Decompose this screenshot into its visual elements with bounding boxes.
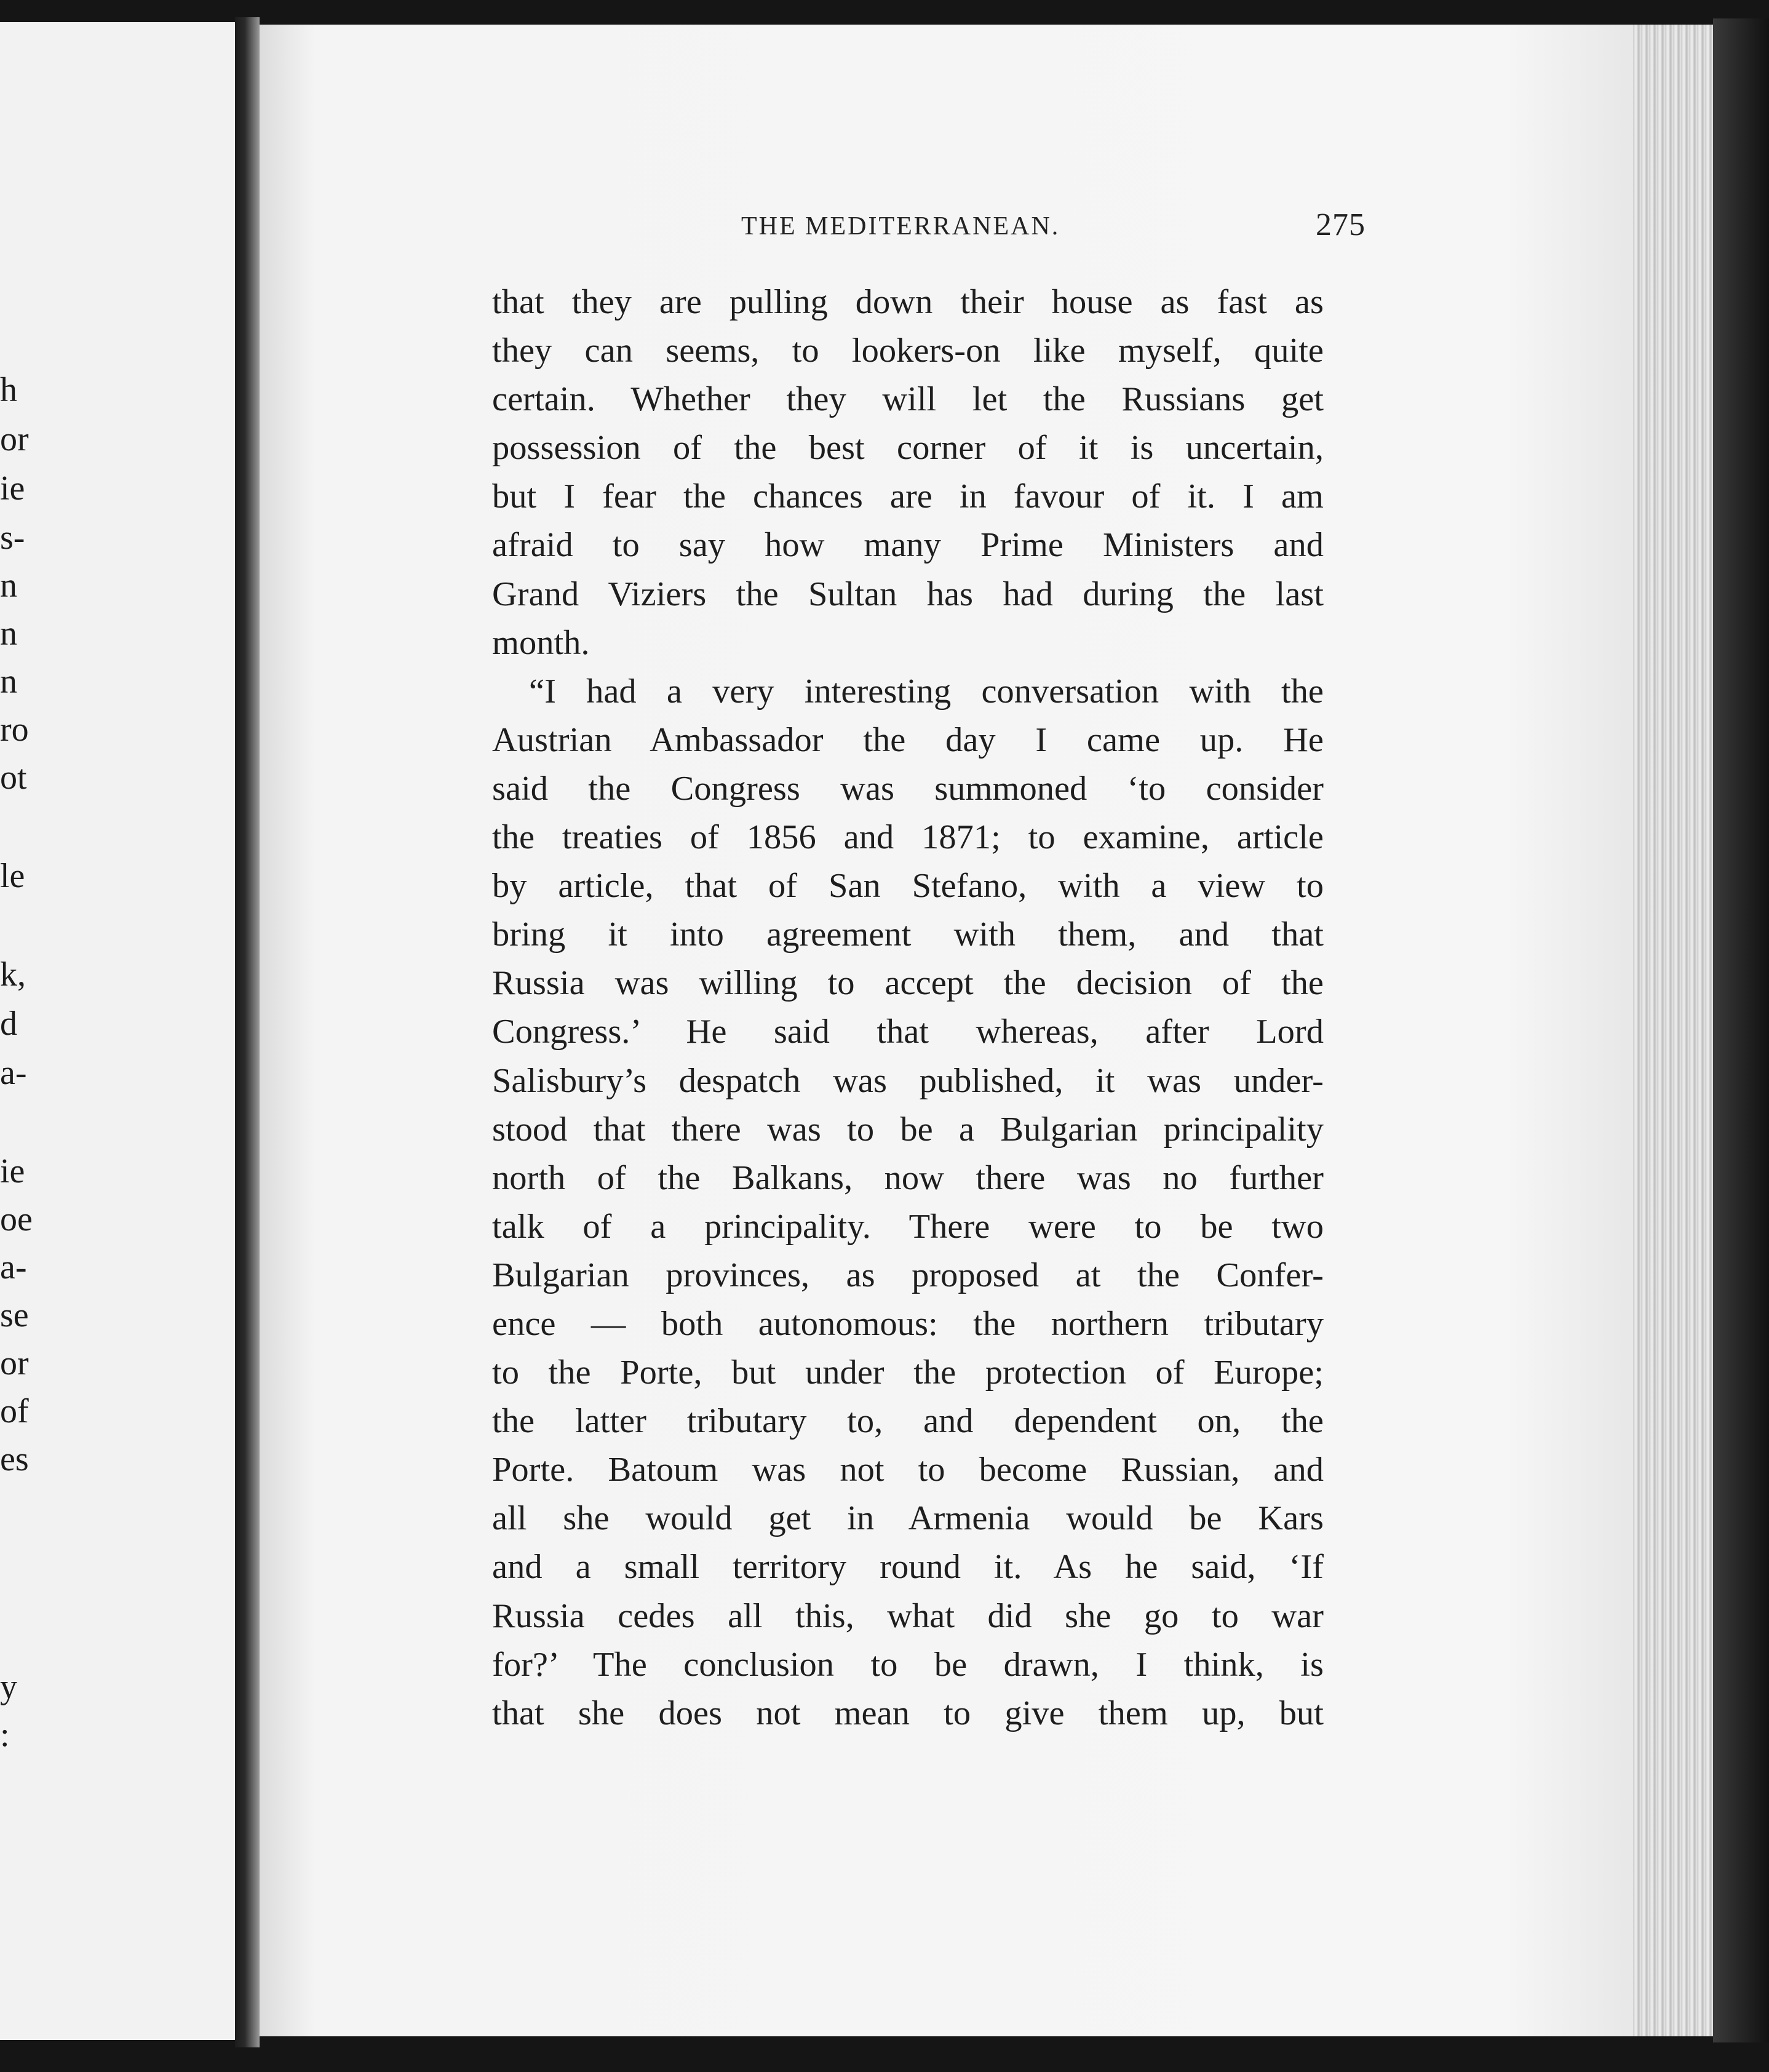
left-page-fragment: le <box>0 857 25 895</box>
left-page-fragment: s- <box>0 519 25 557</box>
text-line: Congress.’ He said that whereas, after Lord <box>492 1013 1324 1051</box>
left-page-fragment: n <box>0 567 17 605</box>
text-line: by article, that of San Stefano, with a view to <box>492 867 1324 906</box>
running-title: THE MEDITERRANEAN. <box>741 212 1060 241</box>
left-page-fragment: a- <box>0 1248 27 1286</box>
left-facing-page <box>0 22 235 2040</box>
left-page-fragment: a- <box>0 1054 27 1092</box>
text-line: said the Congress was summoned ‘to consider <box>492 769 1324 808</box>
text-line: “I had a very interesting conversation with the <box>529 672 1324 711</box>
left-page-fragment: or <box>0 1344 29 1382</box>
left-page-fragment: k, <box>0 955 26 994</box>
text-line: that she does not mean to give them up, but <box>492 1694 1324 1732</box>
left-page-fragment: n <box>0 615 17 653</box>
left-page-fragment: of <box>0 1392 29 1430</box>
left-page-fragment: n <box>0 663 17 701</box>
left-page-fragment: ie <box>0 469 25 508</box>
left-page-fragment: ie <box>0 1152 25 1190</box>
text-line: talk of a principality. There were to be two <box>492 1207 1324 1246</box>
text-line: all she would get in Armenia would be Kars <box>492 1499 1324 1538</box>
text-line: Russia cedes all this, what did she go to war <box>492 1596 1324 1635</box>
text-line: afraid to say how many Prime Ministers and <box>492 526 1324 565</box>
left-page-fragment: d <box>0 1005 17 1043</box>
text-line: Salisbury’s despatch was published, it was under- <box>492 1061 1324 1100</box>
left-page-fragment: ro <box>0 711 29 749</box>
left-page-fragment: se <box>0 1296 29 1334</box>
text-line: they can seems, to lookers-on like myself, quite <box>492 332 1324 370</box>
text-line: stood that there was to be a Bulgarian principality <box>492 1110 1324 1149</box>
text-line: Austrian Ambassador the day I came up. He <box>492 720 1324 759</box>
left-page-fragment: : <box>0 1716 10 1754</box>
text-line: certain. Whether they will let the Russians get <box>492 380 1324 419</box>
text-line: the latter tributary to, and dependent on, the <box>492 1402 1324 1441</box>
running-head <box>741 207 1366 244</box>
text-line: the treaties of 1856 and 1871; to examine, article <box>492 818 1324 857</box>
page-stack-edges <box>1633 25 1713 2036</box>
book-gutter <box>235 17 260 2047</box>
text-line: that they are pulling down their house as fast as <box>492 283 1324 321</box>
body-text <box>492 278 1324 1738</box>
text-line: ence — both autonomous: the northern tributary <box>492 1304 1324 1343</box>
left-page-fragment: h <box>0 371 17 409</box>
text-line: Porte. Batoum was not to become Russian, and <box>492 1451 1324 1489</box>
left-page-fragment: ot <box>0 759 27 797</box>
left-page-fragment: or <box>0 420 29 458</box>
text-line: Grand Viziers the Sultan has had during the last <box>492 575 1324 613</box>
text-line: bring it into agreement with them, and that <box>492 915 1324 954</box>
text-line: Bulgarian provinces, as proposed at the Confer- <box>492 1256 1324 1294</box>
book-cover-edge <box>1713 18 1769 2042</box>
text-line: and a small territory round it. As he said, ‘If <box>492 1548 1324 1587</box>
text-line: for?’ The conclusion to be drawn, I think, is <box>492 1645 1324 1684</box>
left-page-fragment: es <box>0 1440 29 1478</box>
text-line: but I fear the chances are in favour of it. I am <box>492 477 1324 516</box>
text-line: to the Porte, but under the protection of Europe; <box>492 1353 1324 1392</box>
text-line: possession of the best corner of it is uncertain, <box>492 429 1324 468</box>
text-line: month. <box>492 623 590 662</box>
text-line: north of the Balkans, now there was no further <box>492 1158 1324 1197</box>
page-number: 275 <box>1316 207 1366 242</box>
text-line: Russia was willing to accept the decision of the <box>492 964 1324 1003</box>
left-page-fragment: oe <box>0 1200 33 1238</box>
left-page-fragment: y <box>0 1668 17 1706</box>
